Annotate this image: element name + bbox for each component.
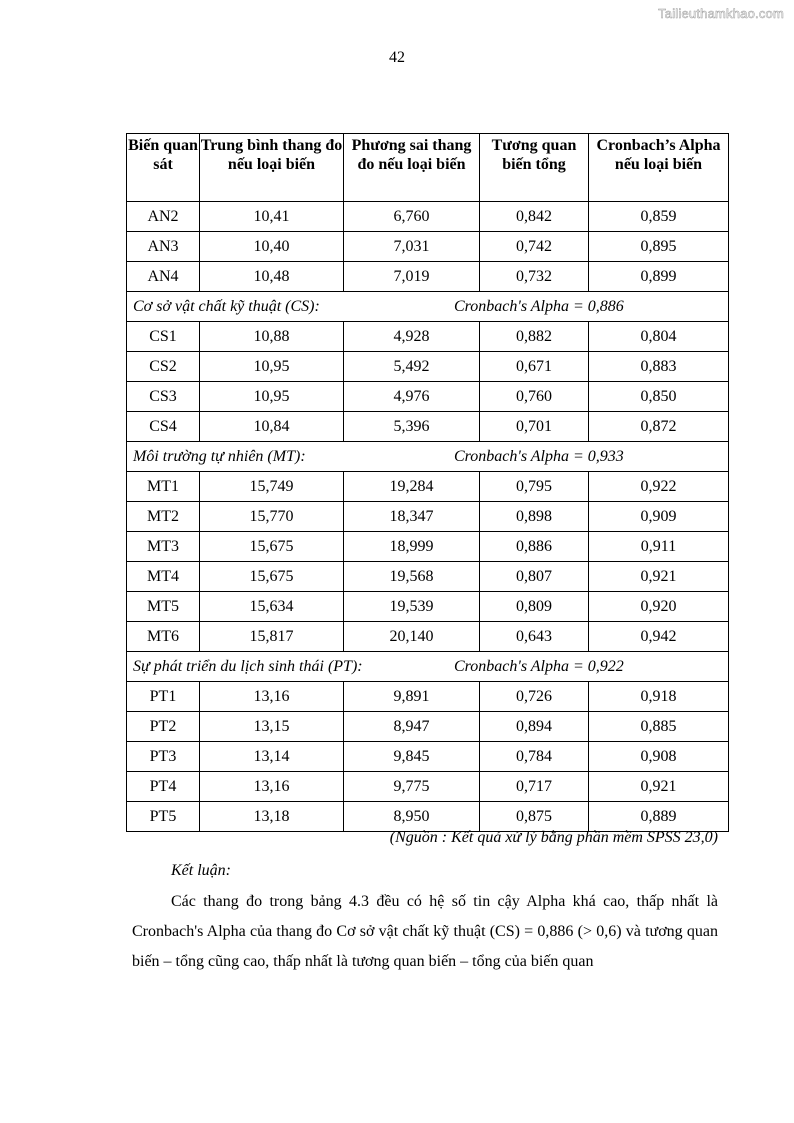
variable-cell: PT4 xyxy=(127,772,200,802)
column-header: Trung bình thang đo nếu loại biến xyxy=(200,134,344,202)
value-cell: 0,908 xyxy=(589,742,729,772)
group-header-row xyxy=(127,442,729,472)
group-label: Sự phát triển du lịch sinh thái (PT): xyxy=(133,657,363,675)
variable-cell: CS1 xyxy=(127,322,200,352)
value-cell: 9,775 xyxy=(344,772,480,802)
value-cell: 15,817 xyxy=(200,622,344,652)
variable-cell: MT5 xyxy=(127,592,200,622)
table-row xyxy=(127,532,729,562)
value-cell: 0,942 xyxy=(589,622,729,652)
value-cell: 13,16 xyxy=(200,772,344,802)
variable-cell: AN3 xyxy=(127,232,200,262)
value-cell: 0,760 xyxy=(480,382,589,412)
table-row xyxy=(127,232,729,262)
table-row xyxy=(127,772,729,802)
group-header-cell xyxy=(127,292,729,322)
value-cell: 15,675 xyxy=(200,532,344,562)
group-header-cell xyxy=(127,652,729,682)
table-row xyxy=(127,802,729,832)
value-cell: 0,872 xyxy=(589,412,729,442)
value-cell: 10,48 xyxy=(200,262,344,292)
value-cell: 4,976 xyxy=(344,382,480,412)
value-cell: 0,807 xyxy=(480,562,589,592)
table-row xyxy=(127,352,729,382)
value-cell: 0,920 xyxy=(589,592,729,622)
value-cell: 0,894 xyxy=(480,712,589,742)
variable-cell: AN4 xyxy=(127,262,200,292)
value-cell: 15,749 xyxy=(200,472,344,502)
page-number: 42 xyxy=(389,49,405,66)
value-cell: 7,031 xyxy=(344,232,480,262)
value-cell: 13,18 xyxy=(200,802,344,832)
group-header-row xyxy=(127,292,729,322)
value-cell: 8,947 xyxy=(344,712,480,742)
value-cell: 19,284 xyxy=(344,472,480,502)
value-cell: 0,886 xyxy=(480,532,589,562)
value-cell: 9,845 xyxy=(344,742,480,772)
table-row xyxy=(127,412,729,442)
value-cell: 19,568 xyxy=(344,562,480,592)
value-cell: 13,15 xyxy=(200,712,344,742)
column-header: Cronbach’s Alpha nếu loại biến xyxy=(589,134,729,202)
group-header-cell xyxy=(127,442,729,472)
table-row xyxy=(127,262,729,292)
table-row xyxy=(127,502,729,532)
conclusion-paragraph: Các thang đo trong bảng 4.3 đều có hệ số tin cậy Alpha khá cao, thấp nhất là Cronbach's Alpha của thang đo Cơ sở vật chất kỹ thuật (CS) = 0,886 (> 0,6) và tương quan biến – tổng cũng cao, thấp nhất là tương quan biến – tổng của biến quan xyxy=(132,893,718,970)
value-cell: 0,911 xyxy=(589,532,729,562)
table-row xyxy=(127,742,729,772)
conclusion-label: Kết luận: xyxy=(171,862,231,879)
value-cell: 0,918 xyxy=(589,682,729,712)
table-row xyxy=(127,712,729,742)
value-cell: 0,784 xyxy=(480,742,589,772)
value-cell: 15,675 xyxy=(200,562,344,592)
value-cell: 0,643 xyxy=(480,622,589,652)
group-label: Cơ sở vật chất kỹ thuật (CS): xyxy=(133,297,320,315)
value-cell: 10,84 xyxy=(200,412,344,442)
reliability-table xyxy=(126,133,729,832)
value-cell: 0,804 xyxy=(589,322,729,352)
value-cell: 9,891 xyxy=(344,682,480,712)
value-cell: 10,95 xyxy=(200,382,344,412)
value-cell: 0,909 xyxy=(589,502,729,532)
column-header: Phương sai thang đo nếu loại biến xyxy=(344,134,480,202)
value-cell: 19,539 xyxy=(344,592,480,622)
variable-cell: CS4 xyxy=(127,412,200,442)
value-cell: 0,921 xyxy=(589,562,729,592)
value-cell: 0,842 xyxy=(480,202,589,232)
variable-cell: CS2 xyxy=(127,352,200,382)
variable-cell: PT2 xyxy=(127,712,200,742)
value-cell: 10,40 xyxy=(200,232,344,262)
value-cell: 20,140 xyxy=(344,622,480,652)
variable-cell: MT3 xyxy=(127,532,200,562)
table-row xyxy=(127,622,729,652)
value-cell: 0,885 xyxy=(589,712,729,742)
variable-cell: PT5 xyxy=(127,802,200,832)
variable-cell: CS3 xyxy=(127,382,200,412)
value-cell: 18,347 xyxy=(344,502,480,532)
value-cell: 10,95 xyxy=(200,352,344,382)
value-cell: 0,882 xyxy=(480,322,589,352)
value-cell: 0,898 xyxy=(480,502,589,532)
value-cell: 10,41 xyxy=(200,202,344,232)
table-header-row xyxy=(127,134,729,202)
value-cell: 13,14 xyxy=(200,742,344,772)
table-row xyxy=(127,382,729,412)
table-row xyxy=(127,322,729,352)
value-cell: 0,732 xyxy=(480,262,589,292)
value-cell: 0,875 xyxy=(480,802,589,832)
table-row xyxy=(127,592,729,622)
value-cell: 0,809 xyxy=(480,592,589,622)
variable-cell: MT6 xyxy=(127,622,200,652)
value-cell: 0,795 xyxy=(480,472,589,502)
value-cell: 6,760 xyxy=(344,202,480,232)
value-cell: 4,928 xyxy=(344,322,480,352)
value-cell: 0,922 xyxy=(589,472,729,502)
value-cell: 0,717 xyxy=(480,772,589,802)
value-cell: 13,16 xyxy=(200,682,344,712)
group-alpha: Cronbach's Alpha = 0,886 xyxy=(454,297,624,315)
source-note: (Nguồn : Kết quả xử lý bằng phần mềm SPSS 23,0) xyxy=(389,829,718,846)
group-alpha: Cronbach's Alpha = 0,922 xyxy=(454,657,624,675)
table-row xyxy=(127,682,729,712)
column-header: Tương quan biến tổng xyxy=(480,134,589,202)
value-cell: 10,88 xyxy=(200,322,344,352)
group-header-row xyxy=(127,652,729,682)
group-label: Môi trường tự nhiên (MT): xyxy=(133,447,306,465)
value-cell: 0,742 xyxy=(480,232,589,262)
value-cell: 0,921 xyxy=(589,772,729,802)
table-row xyxy=(127,562,729,592)
table-row xyxy=(127,202,729,232)
value-cell: 5,396 xyxy=(344,412,480,442)
watermark: Tailieuthamkhao.com xyxy=(658,6,784,21)
variable-cell: PT1 xyxy=(127,682,200,712)
value-cell: 0,899 xyxy=(589,262,729,292)
value-cell: 0,859 xyxy=(589,202,729,232)
variable-cell: MT4 xyxy=(127,562,200,592)
value-cell: 15,770 xyxy=(200,502,344,532)
value-cell: 0,671 xyxy=(480,352,589,382)
value-cell: 15,634 xyxy=(200,592,344,622)
value-cell: 0,850 xyxy=(589,382,729,412)
group-alpha: Cronbach's Alpha = 0,933 xyxy=(454,447,624,465)
value-cell: 0,883 xyxy=(589,352,729,382)
value-cell: 0,726 xyxy=(480,682,589,712)
variable-cell: MT1 xyxy=(127,472,200,502)
value-cell: 0,701 xyxy=(480,412,589,442)
value-cell: 8,950 xyxy=(344,802,480,832)
table-row xyxy=(127,472,729,502)
value-cell: 5,492 xyxy=(344,352,480,382)
value-cell: 0,895 xyxy=(589,232,729,262)
column-header: Biến quan sát xyxy=(127,134,200,202)
variable-cell: PT3 xyxy=(127,742,200,772)
value-cell: 18,999 xyxy=(344,532,480,562)
table-body xyxy=(127,202,729,832)
variable-cell: AN2 xyxy=(127,202,200,232)
variable-cell: MT2 xyxy=(127,502,200,532)
value-cell: 7,019 xyxy=(344,262,480,292)
value-cell: 0,889 xyxy=(589,802,729,832)
